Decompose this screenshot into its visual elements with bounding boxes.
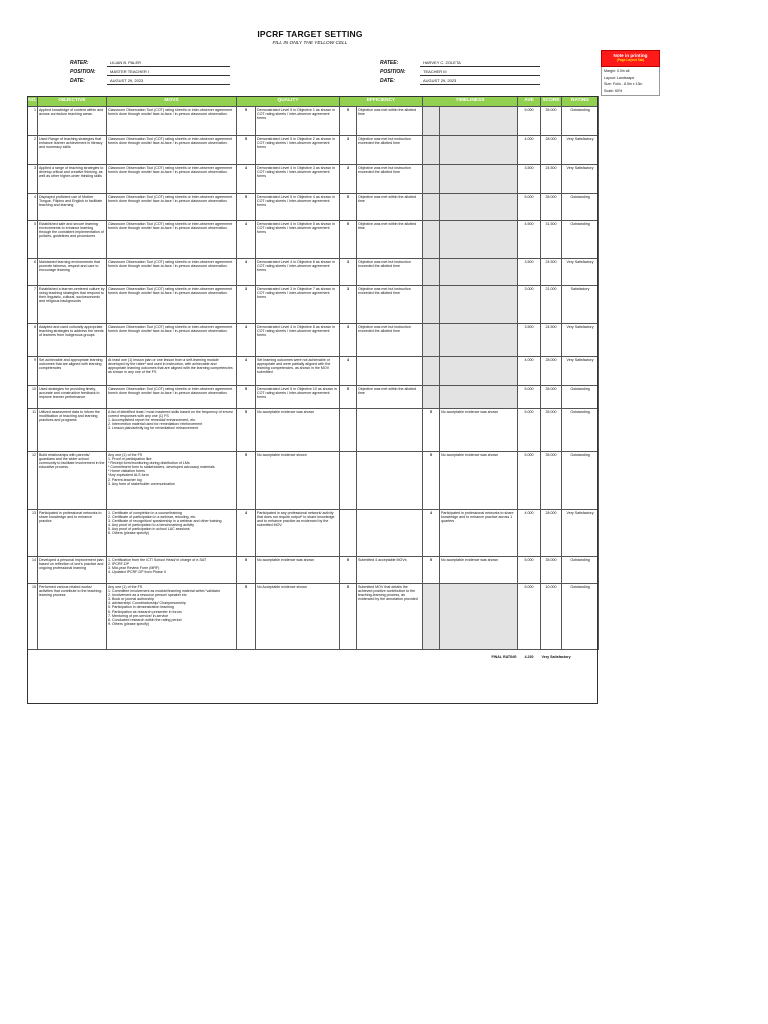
score-value: 35.000 <box>541 409 562 452</box>
printing-note-subtitle: (Page Layout Tab) <box>616 58 645 62</box>
row-number: 7 <box>28 286 38 324</box>
final-rating-label: FINAL RATING <box>491 654 517 659</box>
rating-value: Very Satisfactory <box>562 510 599 557</box>
col-header-efficiency: EFFICIENCY <box>340 97 423 107</box>
score-value: 35.000 <box>541 557 562 584</box>
timeliness-description <box>440 165 518 194</box>
timeliness-rating <box>423 286 440 324</box>
timeliness-rating <box>423 386 440 409</box>
movs-cell: Classroom Observation Tool (COT) rating sheet/s or inter-observer agreement form/s done through onsite/ face-to-face / in-person classroom observation. <box>107 324 237 357</box>
rating-value: Outstanding <box>562 452 599 510</box>
ratee-value: HARVEY C. ZOLETA <box>423 60 461 65</box>
efficiency-rating: 5 <box>340 221 357 259</box>
quality-description: Demonstrated Level 4 in Objective 3 as shown in COT rating sheets / inter-observer agreement forms <box>256 165 340 194</box>
efficiency-description: Objective was met within the allotted time <box>357 194 423 221</box>
timeliness-rating <box>423 194 440 221</box>
score-value: 28.000 <box>541 357 562 386</box>
rating-value: Very Satisfactory <box>562 165 599 194</box>
score-value: 10.000 <box>541 584 562 650</box>
final-rating-ave: 4.230 <box>524 654 534 659</box>
ave-value: 5.000 <box>518 452 541 510</box>
page-title: IPCRF TARGET SETTING <box>257 29 363 39</box>
quality-rating: 4 <box>237 165 256 194</box>
efficiency-description: Objective was met within the allotted time <box>357 107 423 136</box>
quality-description: No acceptable evidence was shown <box>256 557 340 584</box>
timeliness-description <box>440 259 518 286</box>
ave-value: 3.500 <box>518 324 541 357</box>
row-number: 6 <box>28 259 38 286</box>
quality-rating: 5 <box>237 557 256 584</box>
ave-value: 3.500 <box>518 259 541 286</box>
col-header-score: SCORE <box>541 97 562 107</box>
rating-value: Outstanding <box>562 107 599 136</box>
score-value: 24.500 <box>541 165 562 194</box>
ave-value: 5.000 <box>518 557 541 584</box>
ratee-position-underline <box>420 75 540 76</box>
timeliness-description <box>440 386 518 409</box>
quality-rating: 4 <box>237 221 256 259</box>
col-header-ave: AVE <box>518 97 541 107</box>
score-value: 35.000 <box>541 107 562 136</box>
movs-cell: A list of identified least / most mastered skills based on the frequency of errors/ correct responses with any one (1) FS 1. Accomplished report for remedial/ enhancement, etc. 2. Intervention material used for remediation/ reinforcement 3. Lesson plan/activity log for remediation/ enhancement <box>107 409 237 452</box>
objective-cell: Developed a personal improvement plan based on reflection of one's practice and ongoing professional learning <box>38 557 107 584</box>
movs-cell: Any one (1) of the FS 1. Proof of participation like: * Receipt form/monitoring during distribution of LMs * Commitment form to stakeholders, developed advocacy materials * Home visitation forms *Any equivalent ALS form 2. Parent-teacher log 3. Any form of stakeholder communication <box>107 452 237 510</box>
row-number: 12 <box>28 452 38 510</box>
col-header-timeliness: TIMELINESS <box>423 97 518 107</box>
objective-cell: Applied a range of teaching strategies to develop critical and creative thinking, as well as other higher-order thinking skills <box>38 165 107 194</box>
ratee-underline <box>420 66 540 67</box>
row-number: 4 <box>28 194 38 221</box>
quality-description: Demonstrated Level 5 in Objective 2 as shown in COT rating sheets / inter-observer agreement forms <box>256 136 340 165</box>
rater-position-value: MASTER TEACHER I <box>110 69 150 74</box>
timeliness-description: No acceptable evidence was shown <box>440 452 518 510</box>
rating-value: Satisfactory <box>562 286 599 324</box>
score-value: 24.500 <box>541 324 562 357</box>
timeliness-description <box>440 221 518 259</box>
movs-cell: Classroom Observation Tool (COT) rating sheet/s or inter-observer agreement form/s done through onsite/ face-to-face / in-person classroom observation. <box>107 286 237 324</box>
timeliness-description: No acceptable evidence was shown <box>440 409 518 452</box>
ave-value: 5.000 <box>518 386 541 409</box>
rater-position-label: POSITION: <box>70 69 96 75</box>
movs-cell: Classroom Observation Tool (COT) rating sheet/s or inter-observer agreement form/s done through onsite/ face-to-face / in-person classroom observation. <box>107 221 237 259</box>
timeliness-rating: 4 <box>423 510 440 557</box>
quality-rating: 4 <box>237 259 256 286</box>
row-number: 9 <box>28 357 38 386</box>
table-row <box>28 107 599 136</box>
efficiency-description: Objective was met but instruction exceeded the allotted time <box>357 136 423 165</box>
final-rating-value: Very Satisfactory <box>541 654 571 659</box>
ave-value: 5.000 <box>518 107 541 136</box>
score-value: 31.500 <box>541 221 562 259</box>
movs-cell: Classroom Observation Tool (COT) rating sheet/s or inter-observer agreement form/s done through onsite/ face-to-face / in-person classroom observation. <box>107 259 237 286</box>
efficiency-rating: 3 <box>340 286 357 324</box>
col-header-quality: QUALITY <box>237 97 340 107</box>
efficiency-description <box>357 357 423 386</box>
ratee-date-value: AUGUST 29, 2023 <box>423 78 457 83</box>
efficiency-rating: 5 <box>340 557 357 584</box>
efficiency-rating: 4 <box>340 357 357 386</box>
rating-value: Outstanding <box>562 221 599 259</box>
rating-value: Outstanding <box>562 584 599 650</box>
timeliness-rating: 5 <box>423 557 440 584</box>
objective-cell: Displayed proficient use of Mother Tongue, Filipino and English to facilitate teaching and learning <box>38 194 107 221</box>
printing-note-line: Layout: Landscape <box>604 75 635 80</box>
ratee-position-value: TEACHER III <box>423 69 447 74</box>
efficiency-description: Objective was met within the allotted time <box>357 221 423 259</box>
objective-cell: Performed various related works/ activities that contribute to the teaching-learning process <box>38 584 107 650</box>
movs-cell: 1. Certificate of completion in a course/training 2. Certificate of participation in a webinar, retooling, etc. 3. Certificate of recognition/ speakership in a webinar and other training 4. Any proof of participation to a benchmarking activity 5. Any proof of participation in school LAC sessions 6. Others (please specify) <box>107 510 237 557</box>
timeliness-rating <box>423 357 440 386</box>
table-row <box>28 452 599 510</box>
printing-note-lines <box>601 67 660 96</box>
timeliness-rating: 5 <box>423 409 440 452</box>
movs-cell: Any one (1) of the FS 1. Committee involvement as module/learning material writer/ validator 2. Involvement as a resource person/ speaker etc 3. Book or journal authorship 4. advisership/ Coordinatorship/ Chairpersonship 5. Participation in demonstration teaching 6. Participation as research presenter in forum 7. Mentoring of pre-service/ in-service 8. Conducted research within the rating period 9. Others (please specify) <box>107 584 237 650</box>
col-header-rating: RATING <box>562 97 599 107</box>
timeliness-rating <box>423 584 440 650</box>
quality-description: No acceptable evidence was shown <box>256 409 340 452</box>
table-row <box>28 557 599 584</box>
row-number: 3 <box>28 165 38 194</box>
objective-cell: Set achievable and appropriate learning outcomes that are aligned with learning competencies <box>38 357 107 386</box>
quality-description: Participated in any professional network/ activity that does not require output* to share knowledge and to enhance practice as evidenced by the submitted MOV <box>256 510 340 557</box>
score-value: 24.500 <box>541 259 562 286</box>
score-value: 35.000 <box>541 194 562 221</box>
timeliness-description: Participated in professional networks to share knowledge and to enhance practice across 1 quarters <box>440 510 518 557</box>
objective-cell: Maintained learning environments that promote fairness, respect and care to encourage learning <box>38 259 107 286</box>
table-row <box>28 194 599 221</box>
rater-date-label: DATE: <box>70 78 85 84</box>
efficiency-rating: 5 <box>340 584 357 650</box>
col-header-movs: MOVS <box>107 97 237 107</box>
rating-value: Outstanding <box>562 409 599 452</box>
rating-value: Very Satisfactory <box>562 324 599 357</box>
ave-value: 4.000 <box>518 136 541 165</box>
ratee-date-label: DATE: <box>380 78 395 84</box>
efficiency-rating: 3 <box>340 136 357 165</box>
objective-cell: Utilized assessment data to inform the modification of teaching and learning practices and programs <box>38 409 107 452</box>
objective-cell: Used strategies for providing timely, accurate and constructive feedback to improve learner performance <box>38 386 107 409</box>
quality-rating: 4 <box>237 324 256 357</box>
rating-value: Very Satisfactory <box>562 136 599 165</box>
printing-note-line: Size: Folio - 8.5in x 13in <box>604 82 643 87</box>
table-header-row <box>28 97 599 107</box>
table-row <box>28 165 599 194</box>
efficiency-description: Objective was met but instruction exceeded the allotted time <box>357 165 423 194</box>
row-number: 2 <box>28 136 38 165</box>
objective-cell: Applied knowledge of content within and across curriculum teaching areas. <box>38 107 107 136</box>
efficiency-rating <box>340 452 357 510</box>
quality-description: No Acceptable evidence shown <box>256 584 340 650</box>
rater-underline <box>107 66 230 67</box>
movs-cell: Classroom Observation Tool (COT) rating sheet/s or inter-observer agreement form/s done through onsite/ face-to-face / in-person classroom observation. <box>107 165 237 194</box>
printing-note <box>601 50 660 105</box>
efficiency-rating: 5 <box>340 194 357 221</box>
row-number: 14 <box>28 557 38 584</box>
movs-cell: Classroom Observation Tool (COT) rating sheet/s or inter-observer agreement form/s done through onsite/ face-to-face / in-person classroom observation. <box>107 194 237 221</box>
row-number: 15 <box>28 584 38 650</box>
rating-value: Very Satisfactory <box>562 259 599 286</box>
rating-value: Outstanding <box>562 386 599 409</box>
score-value: 28.000 <box>541 136 562 165</box>
ave-value: 4.000 <box>518 510 541 557</box>
quality-rating: 5 <box>237 409 256 452</box>
table-row <box>28 286 599 324</box>
table-row <box>28 259 599 286</box>
rater-label: RATER: <box>70 60 89 66</box>
score-value: 35.000 <box>541 452 562 510</box>
timeliness-description: No acceptable evidence was shown <box>440 557 518 584</box>
efficiency-rating: 3 <box>340 259 357 286</box>
quality-description: Demonstrated Level 4 in Objective 5 as shown in COT rating sheets / inter-observer agreement forms <box>256 221 340 259</box>
quality-rating: 4 <box>237 357 256 386</box>
row-number: 10 <box>28 386 38 409</box>
efficiency-description <box>357 409 423 452</box>
timeliness-description <box>440 324 518 357</box>
objective-cell: Used Range of teaching strategies that enhance learner achievement in literacy and numeracy skills <box>38 136 107 165</box>
row-number: 5 <box>28 221 38 259</box>
movs-cell: Classroom Observation Tool (COT) rating sheet/s or inter-observer agreement form/s done through onsite/ face-to-face / in-person classroom observation. <box>107 386 237 409</box>
table-row <box>28 510 599 557</box>
objective-cell: Established a learner-centered culture by using teaching strategies that respond to their linguistic, cultural, socioeconomic and religious backgrounds <box>38 286 107 324</box>
ipcrf-table <box>27 96 599 664</box>
table-row <box>28 386 599 409</box>
rater-date-value: AUGUST 29, 2023 <box>110 78 144 83</box>
efficiency-description <box>357 510 423 557</box>
quality-rating: 5 <box>237 386 256 409</box>
quality-rating: 3 <box>237 286 256 324</box>
table-body <box>28 107 599 664</box>
score-value: 21.000 <box>541 286 562 324</box>
rater-value: LILIAN B. PALER <box>110 60 142 65</box>
col-header-no: NO. <box>28 97 38 107</box>
quality-description: Demonstrated Level 5 in Objective 10 as shown in COT rating sheets / inter-observer agreement forms <box>256 386 340 409</box>
table-row <box>28 584 599 650</box>
quality-description: Demonstrated Level 5 in Objective 1 as shown in COT rating sheets / inter-observer agreement forms <box>256 107 340 136</box>
ave-value: 5.000 <box>518 409 541 452</box>
table-row <box>28 221 599 259</box>
timeliness-rating <box>423 259 440 286</box>
table-row <box>28 324 599 357</box>
efficiency-description <box>357 452 423 510</box>
row-number: 13 <box>28 510 38 557</box>
page-subtitle: FILL IN ONLY THE YELLOW CELL <box>272 41 348 46</box>
printing-note-title: Note in printing <box>613 53 648 58</box>
quality-description: No acceptable evidence shown <box>256 452 340 510</box>
ave-value: 4.000 <box>518 357 541 386</box>
printing-note-header <box>601 50 660 67</box>
rater-date-underline <box>107 84 230 85</box>
final-rating-row <box>28 650 599 664</box>
movs-cell: Classroom Observation Tool (COT) rating sheet/s or inter-observer agreement form/s done through onsite/ face-to-face / in-person classroom observation. <box>107 136 237 165</box>
timeliness-rating <box>423 107 440 136</box>
efficiency-rating: 5 <box>340 107 357 136</box>
quality-rating: 4 <box>237 510 256 557</box>
quality-rating: 5 <box>237 136 256 165</box>
timeliness-description <box>440 357 518 386</box>
efficiency-description: Submitted MOV that details the achieved positive contribution to the teaching-learning process, as evidenced by the annotation provided <box>357 584 423 650</box>
rater-position-underline <box>107 75 230 76</box>
objective-cell: Build relationships with parents/ guardians and the wider school community to facilitate involvement in the educative process. <box>38 452 107 510</box>
col-header-objective: OBJECTIVE <box>38 97 107 107</box>
table-row <box>28 136 599 165</box>
quality-rating: 5 <box>237 107 256 136</box>
objective-cell: Participated in professional networks to share knowledge and to enhance practice <box>38 510 107 557</box>
timeliness-rating <box>423 136 440 165</box>
timeliness-rating <box>423 165 440 194</box>
efficiency-description: Objective was met but instruction exceeded the allotted time <box>357 259 423 286</box>
timeliness-description <box>440 136 518 165</box>
ratee-label: RATEE: <box>380 60 399 66</box>
quality-rating: 5 <box>237 584 256 650</box>
objective-cell: Adapted and used culturally appropriate teaching strategies to address the needs of learners from indigenous groups <box>38 324 107 357</box>
ratee-position-label: POSITION: <box>380 69 406 75</box>
score-value: 28.000 <box>541 510 562 557</box>
quality-rating: 5 <box>237 452 256 510</box>
ave-value: 3.500 <box>518 165 541 194</box>
ave-value: 5.000 <box>518 194 541 221</box>
timeliness-description <box>440 286 518 324</box>
ave-value: 4.500 <box>518 221 541 259</box>
efficiency-rating <box>340 510 357 557</box>
timeliness-description <box>440 107 518 136</box>
efficiency-rating: 3 <box>340 165 357 194</box>
row-number: 11 <box>28 409 38 452</box>
rating-value: Outstanding <box>562 557 599 584</box>
quality-description: Demonstrated Level 3 in Objective 7 as shown in COT rating sheets / inter-observer agreement forms <box>256 286 340 324</box>
movs-cell: At least one (1) lesson plan or one lesson from a self-learning module developed by the ratee* and used in instruction, with achievable and appropriate learning outcomes that are aligned with the learning competencies as shown in any one of the FS <box>107 357 237 386</box>
efficiency-rating: 5 <box>340 386 357 409</box>
quality-rating: 5 <box>237 194 256 221</box>
objective-cell: Established safe and secure learning environments to enhance learning through the consistent implementation of policies, guidelines and procedures <box>38 221 107 259</box>
movs-cell: 1. Certification from the ICT/ School Head/ in charge of e-SAT 2. IPCRF-DP 3. Mid-year Review Form (MRF) 4. Updated IPCRF-DP from Phase II <box>107 557 237 584</box>
printing-note-line: Scale: 60% <box>604 88 623 93</box>
efficiency-description: Objective was met but instruction exceeded the allotted time <box>357 286 423 324</box>
efficiency-rating <box>340 409 357 452</box>
quality-description: Set learning outcomes were not achievable or appropriate and were partially aligned with the learning competencies, as shown in the MOV submitted <box>256 357 340 386</box>
table-row <box>28 357 599 386</box>
printing-note-line: Margin: 0.0in all <box>604 69 630 73</box>
timeliness-rating: 5 <box>423 452 440 510</box>
quality-description: Demonstrated Level 5 in Objective 4 as shown in COT rating sheets / inter-observer agreement forms <box>256 194 340 221</box>
quality-description: Demonstrated Level 4 in Objective 6 as shown in COT rating sheets / inter-observer agreement forms <box>256 259 340 286</box>
row-number: 8 <box>28 324 38 357</box>
movs-cell: Classroom Observation Tool (COT) rating sheet/s or inter-observer agreement form/s done through onsite/ face-to-face / in-person classroom observation. <box>107 107 237 136</box>
efficiency-rating: 3 <box>340 324 357 357</box>
timeliness-rating <box>423 221 440 259</box>
rating-value: Very Satisfactory <box>562 357 599 386</box>
score-value: 35.000 <box>541 386 562 409</box>
efficiency-description: Objective was met within the allotted time <box>357 386 423 409</box>
row-number: 1 <box>28 107 38 136</box>
ave-value: 3.000 <box>518 286 541 324</box>
timeliness-rating <box>423 324 440 357</box>
table-row <box>28 409 599 452</box>
timeliness-description <box>440 194 518 221</box>
efficiency-description: Submitted 4 acceptable MOVs <box>357 557 423 584</box>
ave-value: 5.000 <box>518 584 541 650</box>
rating-value: Outstanding <box>562 194 599 221</box>
quality-description: Demonstrated Level 4 in Objective 8 as shown in COT rating sheets / inter-observer agreement forms <box>256 324 340 357</box>
efficiency-description: Objective was met but instruction exceeded the allotted time <box>357 324 423 357</box>
timeliness-description <box>440 584 518 650</box>
ratee-date-underline <box>420 84 540 85</box>
